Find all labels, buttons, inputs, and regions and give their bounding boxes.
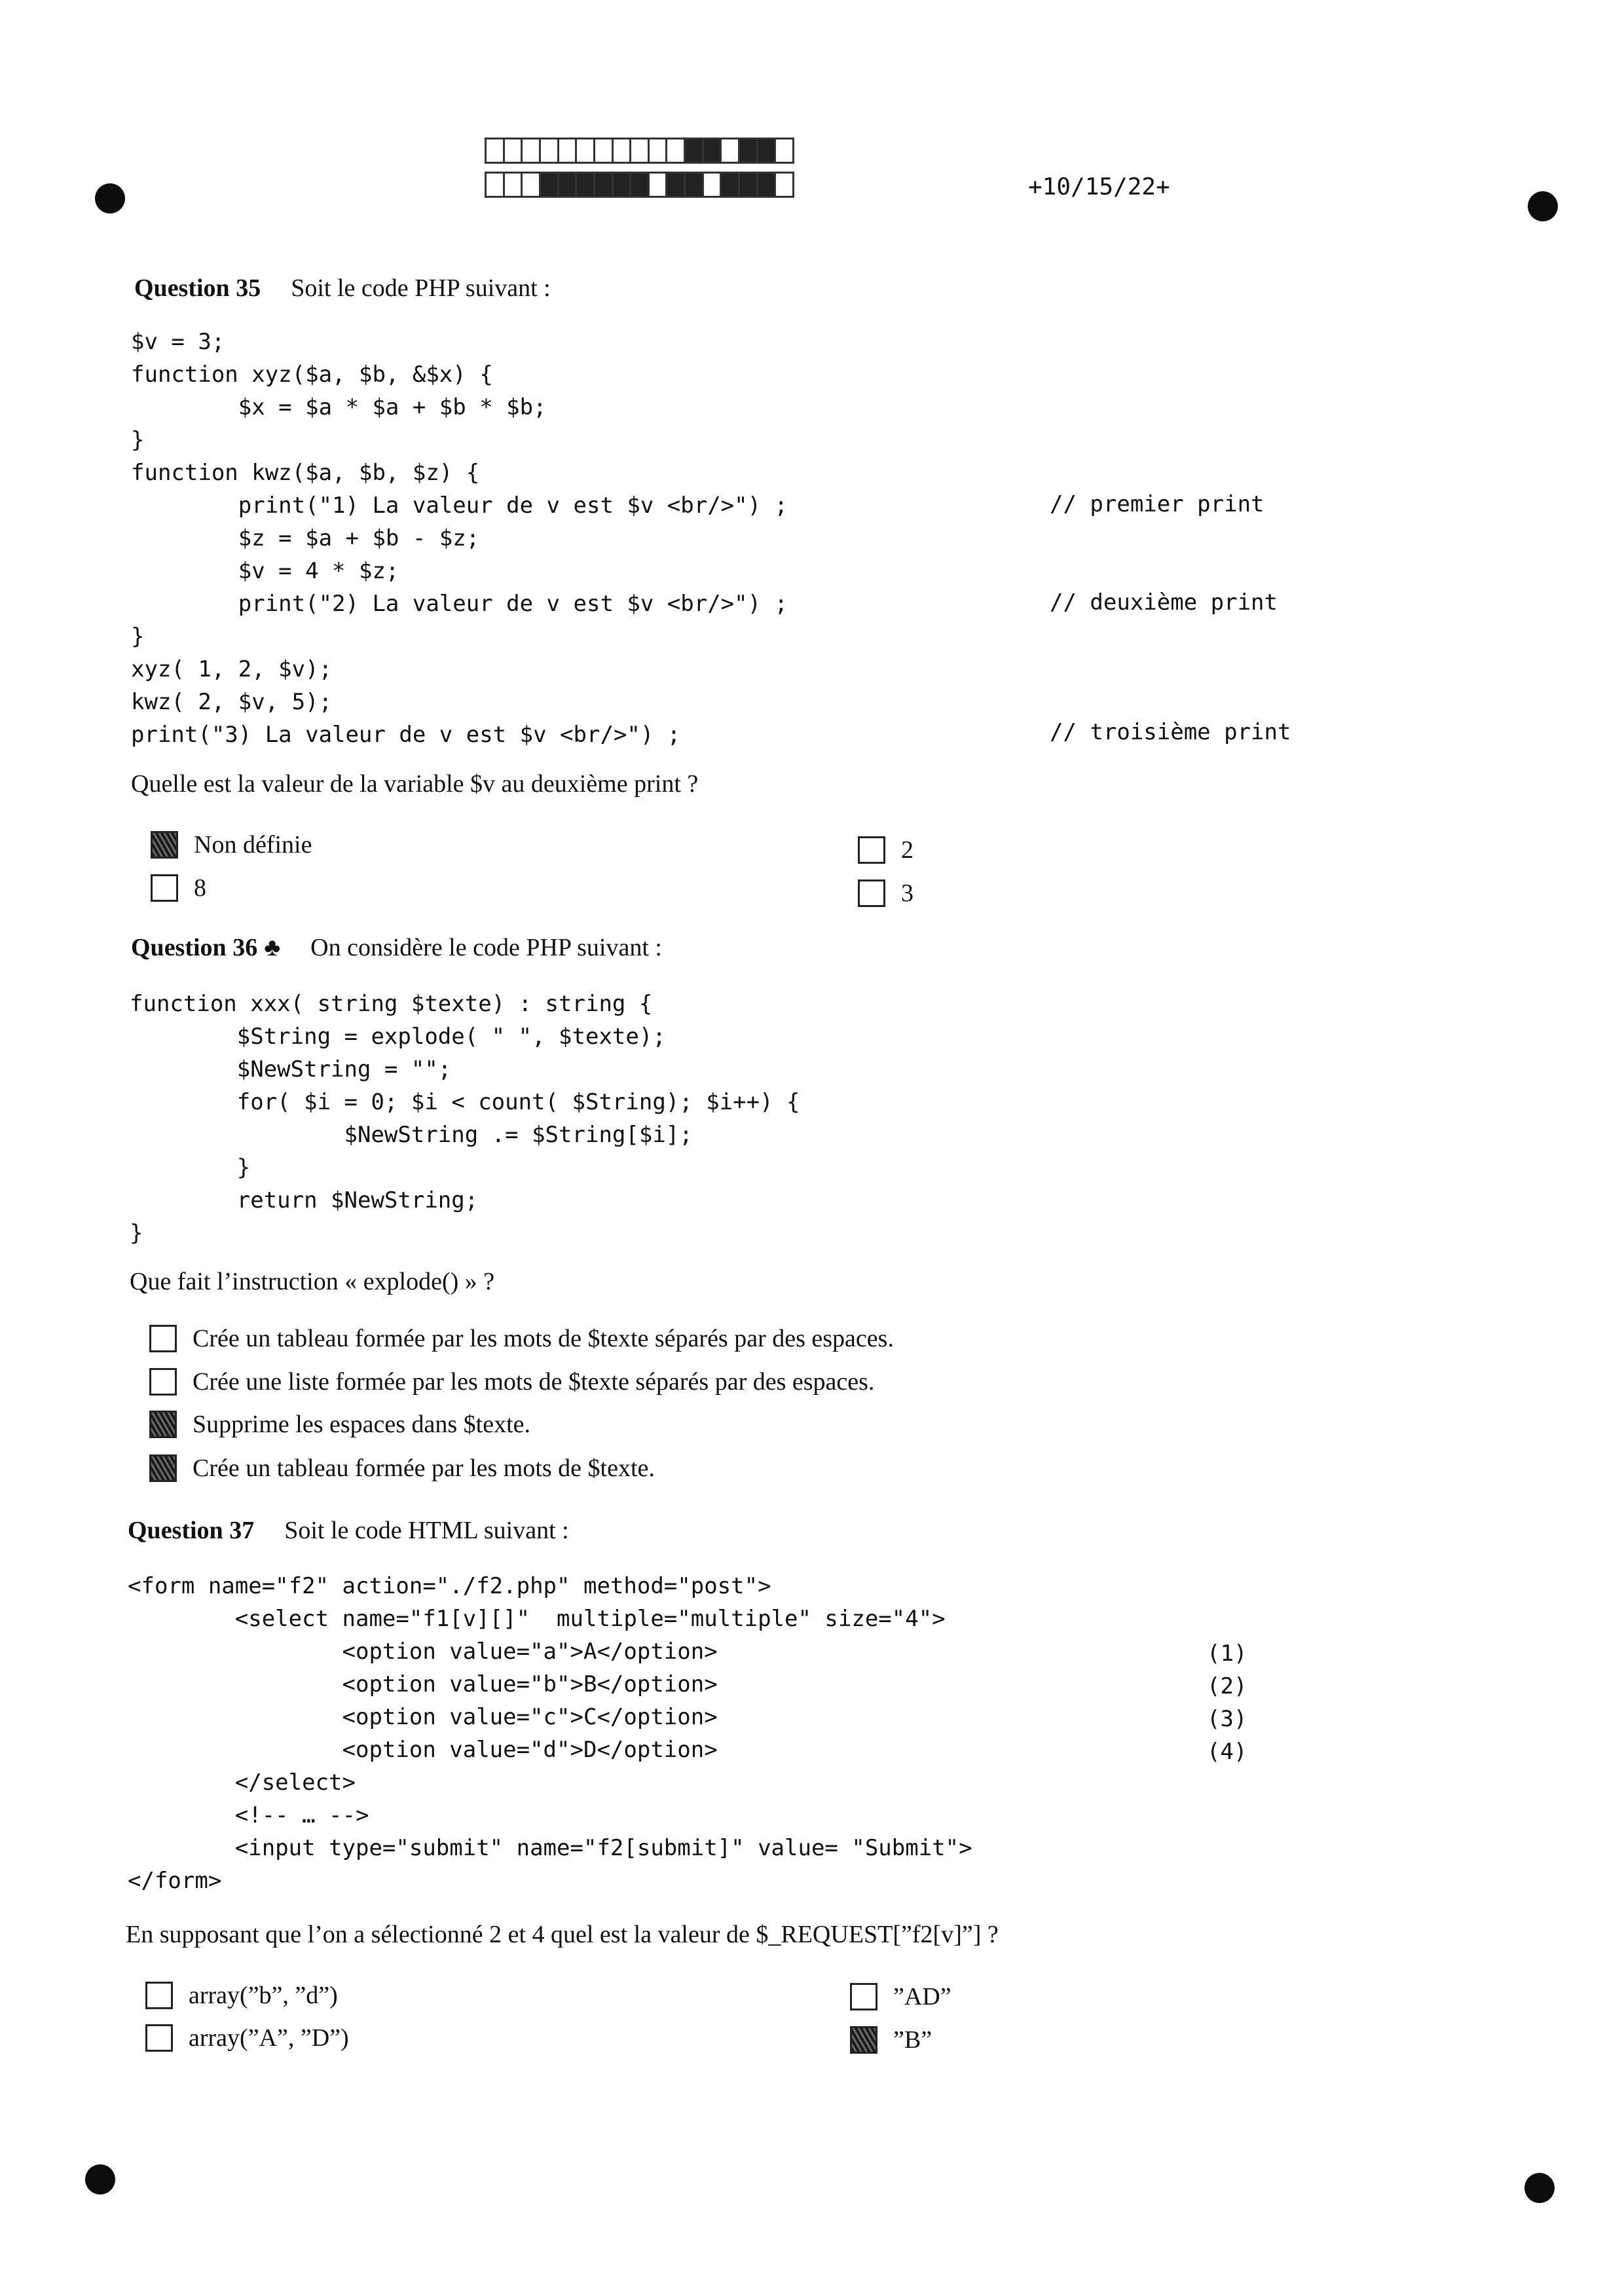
q36-option-supprime-espaces[interactable] bbox=[149, 1410, 530, 1439]
code-cell bbox=[665, 172, 686, 198]
checkbox[interactable] bbox=[145, 1982, 173, 2009]
code-cell bbox=[756, 138, 777, 164]
code-line: return $NewString; bbox=[130, 1187, 479, 1213]
code-line: $v = 3; bbox=[131, 329, 225, 355]
code-line: } bbox=[130, 1155, 251, 1181]
q37-option-B[interactable] bbox=[850, 2026, 932, 2054]
code-line: $z = $a + $b - $z; bbox=[131, 525, 480, 551]
option-label: array(”A”, ”D”) bbox=[189, 2024, 349, 2052]
registration-dot-bottom-left bbox=[85, 2164, 115, 2194]
option-label: ”AD” bbox=[893, 1983, 951, 2010]
code-cell bbox=[539, 172, 559, 198]
comment-first-print: // premier print bbox=[1050, 491, 1264, 517]
checkbox[interactable] bbox=[858, 836, 885, 864]
q37-option-array-b-d[interactable] bbox=[145, 1981, 338, 2010]
code-line: } bbox=[130, 1220, 143, 1246]
code-cell bbox=[612, 138, 632, 164]
code-cell bbox=[485, 172, 505, 198]
q37-option-array-A-D[interactable] bbox=[145, 2024, 349, 2052]
option-label: 2 bbox=[901, 836, 913, 864]
checkbox[interactable] bbox=[850, 2026, 877, 2054]
question-37-header bbox=[128, 1516, 569, 1545]
option-line-number-1: (1) bbox=[1207, 1640, 1247, 1667]
code-cell bbox=[612, 172, 632, 198]
code-cell bbox=[629, 138, 650, 164]
question-37-code bbox=[128, 1570, 972, 1897]
code-line: $NewString .= $String[$i]; bbox=[130, 1122, 693, 1148]
code-line: function xxx( string $texte) : string { bbox=[130, 991, 653, 1017]
question-37-number: Question 37 bbox=[128, 1517, 255, 1544]
option-label: 8 bbox=[194, 874, 206, 902]
q35-option-non-definie[interactable] bbox=[151, 830, 312, 859]
code-cell bbox=[503, 172, 523, 198]
registration-dot-top-right bbox=[1528, 191, 1558, 221]
code-line: kwz( 2, $v, 5); bbox=[131, 689, 333, 715]
question-35-header bbox=[134, 274, 551, 303]
code-line: </select> bbox=[128, 1769, 356, 1796]
code-line: print("1) La valeur de v est $v <br/>") ; bbox=[131, 492, 788, 519]
code-cell bbox=[503, 138, 523, 164]
code-line: function xyz($a, $b, &$x) { bbox=[131, 361, 493, 388]
checkbox[interactable] bbox=[151, 874, 178, 902]
code-cell bbox=[557, 138, 578, 164]
code-line: function kwz($a, $b, $z) { bbox=[131, 460, 480, 486]
code-line: $v = 4 * $z; bbox=[131, 558, 399, 584]
code-cell bbox=[702, 138, 722, 164]
code-line: <option value="c">C</option> bbox=[128, 1704, 718, 1730]
code-cell bbox=[557, 172, 578, 198]
comment-third-print: // troisième print bbox=[1050, 719, 1291, 745]
option-label: Crée un tableau formée par les mots de $texte séparés par des espaces. bbox=[193, 1325, 894, 1352]
checkbox[interactable] bbox=[149, 1454, 177, 1482]
code-cell bbox=[485, 138, 505, 164]
page-id-marker: +10/15/22+ bbox=[1028, 174, 1170, 200]
q37-option-AD[interactable] bbox=[850, 1982, 951, 2011]
option-line-number-3: (3) bbox=[1207, 1706, 1247, 1732]
checkbox[interactable] bbox=[858, 880, 885, 907]
checkbox[interactable] bbox=[149, 1411, 177, 1438]
code-line: xyz( 1, 2, $v); bbox=[131, 656, 333, 682]
code-line: <select name="f1[v][]" multiple="multiple" size="4"> bbox=[128, 1606, 946, 1632]
code-cell bbox=[648, 172, 668, 198]
code-cell bbox=[738, 172, 758, 198]
code-line: <!-- … --> bbox=[128, 1802, 369, 1828]
code-line: } bbox=[131, 623, 145, 650]
code-cell bbox=[738, 138, 758, 164]
option-label: Supprime les espaces dans $texte. bbox=[193, 1411, 531, 1438]
code-cell bbox=[684, 138, 704, 164]
code-cell bbox=[593, 138, 614, 164]
q35-option-2[interactable] bbox=[858, 836, 913, 864]
code-cell bbox=[593, 172, 614, 198]
checkbox[interactable] bbox=[145, 2024, 173, 2052]
code-line: $NewString = ""; bbox=[130, 1056, 452, 1083]
page-code-row-2 bbox=[485, 172, 792, 198]
q36-option-tableau-espaces[interactable] bbox=[149, 1324, 894, 1353]
code-cell bbox=[521, 172, 541, 198]
code-cell bbox=[629, 172, 650, 198]
code-line: <input type="submit" name="f2[submit]" value= "Submit"> bbox=[128, 1835, 972, 1861]
option-label: 3 bbox=[901, 880, 913, 907]
q35-option-8[interactable] bbox=[151, 874, 206, 902]
q36-option-liste-espaces[interactable] bbox=[149, 1367, 874, 1396]
question-35-intro: Soit le code PHP suivant : bbox=[291, 274, 551, 302]
question-36-code bbox=[130, 988, 800, 1250]
q36-option-tableau-mots[interactable] bbox=[149, 1454, 655, 1483]
code-line: $x = $a * $a + $b * $b; bbox=[131, 394, 547, 420]
option-label: array(”b”, ”d”) bbox=[189, 1982, 338, 2009]
code-line: <option value="b">B</option> bbox=[128, 1671, 718, 1697]
code-cell bbox=[575, 172, 595, 198]
code-cell bbox=[702, 172, 722, 198]
question-37-intro: Soit le code HTML suivant : bbox=[284, 1517, 569, 1544]
code-cell bbox=[720, 172, 740, 198]
code-line: <form name="f2" action="./f2.php" method="post"> bbox=[128, 1573, 771, 1599]
code-cell bbox=[756, 172, 777, 198]
code-cell bbox=[774, 138, 794, 164]
code-line: } bbox=[131, 427, 145, 453]
code-line: print("2) La valeur de v est $v <br/>") ; bbox=[131, 591, 788, 617]
code-cell bbox=[684, 172, 704, 198]
question-36-prompt: Que fait l’instruction « explode() » ? bbox=[130, 1268, 495, 1295]
question-35-number: Question 35 bbox=[134, 274, 261, 302]
question-37-prompt: En supposant que l’on a sélectionné 2 et 4 quel est la valeur de $_REQUEST[”f2[v]”] ? bbox=[126, 1921, 999, 1948]
page-code-row-1 bbox=[485, 138, 792, 164]
code-line: <option value="d">D</option> bbox=[128, 1737, 718, 1763]
registration-dot-bottom-right bbox=[1524, 2173, 1555, 2203]
question-35-prompt: Quelle est la valeur de la variable $v au deuxième print ? bbox=[131, 770, 699, 798]
option-label: Crée une liste formée par les mots de $texte séparés par des espaces. bbox=[193, 1368, 875, 1396]
option-label: Non définie bbox=[194, 831, 312, 859]
code-cell bbox=[720, 138, 740, 164]
question-36-header bbox=[131, 933, 662, 962]
option-label: Crée un tableau formée par les mots de $texte. bbox=[193, 1454, 655, 1482]
q35-option-3[interactable] bbox=[858, 879, 913, 908]
code-cell bbox=[665, 138, 686, 164]
code-cell bbox=[539, 138, 559, 164]
option-label: ”B” bbox=[893, 2026, 932, 2054]
code-line: for( $i = 0; $i < count( $String); $i++) { bbox=[130, 1089, 800, 1115]
code-cell bbox=[521, 138, 541, 164]
comment-second-print: // deuxième print bbox=[1050, 589, 1278, 616]
checkbox[interactable] bbox=[151, 831, 178, 859]
code-line: $String = explode( " ", $texte); bbox=[130, 1024, 666, 1050]
question-35-code bbox=[131, 325, 788, 751]
code-line: </form> bbox=[128, 1868, 222, 1894]
code-line: print("3) La valeur de v est $v <br/>") ; bbox=[131, 722, 681, 748]
checkbox[interactable] bbox=[149, 1325, 177, 1352]
code-line: <option value="a">A</option> bbox=[128, 1639, 718, 1665]
club-icon: ♣ bbox=[264, 934, 281, 961]
checkbox[interactable] bbox=[149, 1368, 177, 1396]
code-cell bbox=[575, 138, 595, 164]
checkbox[interactable] bbox=[850, 1983, 877, 2010]
question-36-intro: On considère le code PHP suivant : bbox=[310, 934, 662, 961]
option-line-number-2: (2) bbox=[1207, 1673, 1247, 1699]
code-cell bbox=[648, 138, 668, 164]
code-cell bbox=[774, 172, 794, 198]
option-line-number-4: (4) bbox=[1207, 1739, 1247, 1765]
registration-dot-top-left bbox=[95, 183, 125, 213]
question-36-number: Question 36 bbox=[131, 934, 258, 961]
